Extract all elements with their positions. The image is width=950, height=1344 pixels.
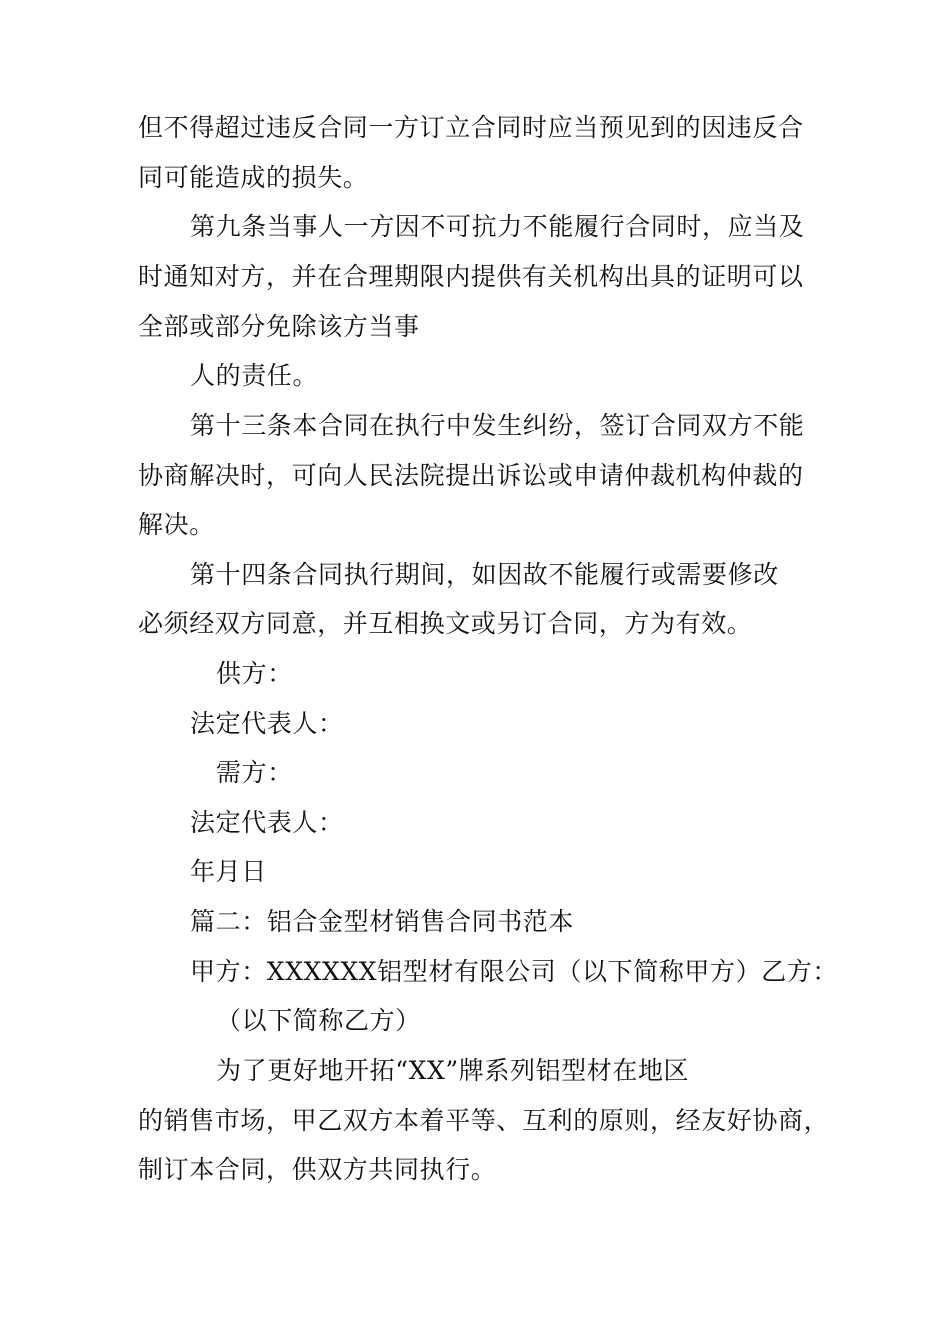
text-line: 解决。 bbox=[138, 510, 215, 539]
section-title: 篇二：铝合金型材销售合同书范本 bbox=[190, 907, 575, 936]
supplier-label: 供方： bbox=[216, 659, 293, 688]
date-label: 年月日 bbox=[190, 857, 267, 886]
text-line: 第九条当事人一方因不可抗力不能履行合同时，应当及 bbox=[190, 212, 805, 241]
party-line: 甲方：XXXXXX铝型材有限公司（以下简称甲方）乙方： bbox=[190, 957, 838, 986]
text-line: 第十三条本合同在执行中发生纠纷，签订合同双方不能 bbox=[190, 411, 805, 440]
text-line: 全部或部分免除该方当事 bbox=[138, 312, 420, 341]
text-line: 为了更好地开拓“XX”牌系列铝型材在地区 bbox=[216, 1056, 690, 1085]
text-line: 时通知对方，并在合理期限内提供有关机构出具的证明可以 bbox=[138, 262, 804, 291]
text-line: 的销售市场，甲乙双方本着平等、互利的原则，经友好协商， bbox=[138, 1106, 830, 1135]
text-line: 制订本合同，供双方共同执行。 bbox=[138, 1155, 497, 1184]
party-line: （以下简称乙方） bbox=[216, 1006, 421, 1035]
legal-representative-label: 法定代表人： bbox=[190, 808, 344, 837]
text-line: 第十四条合同执行期间，如因故不能履行或需要修改 bbox=[190, 560, 779, 589]
text-line: 协商解决时，可向人民法院提出诉讼或申请仲裁机构仲裁的 bbox=[138, 461, 804, 490]
text-line: 人的责任。 bbox=[190, 361, 319, 390]
legal-representative-label: 法定代表人： bbox=[190, 709, 344, 738]
text-line: 同可能造成的损失。 bbox=[138, 163, 369, 192]
text-line: 但不得超过违反合同一方订立合同时应当预见到的因违反合 bbox=[138, 113, 804, 142]
buyer-label: 需方： bbox=[216, 758, 293, 787]
text-line: 必须经双方同意，并互相换文或另订合同，方为有效。 bbox=[138, 609, 753, 638]
